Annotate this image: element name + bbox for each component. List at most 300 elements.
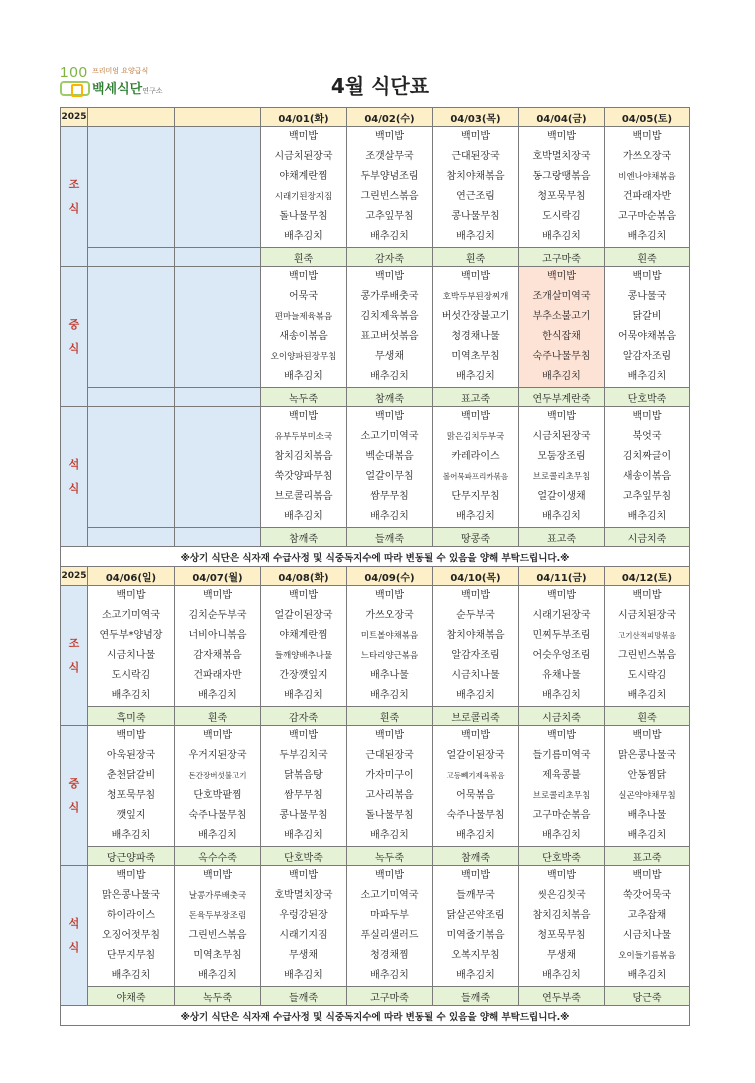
menu-item: 소고기미역국 [360, 431, 419, 442]
porridge-cell: 시금치죽 [519, 707, 605, 726]
brand-logo [60, 64, 163, 100]
menu-item: 푸실리샐러드 [360, 930, 419, 941]
day-menu-cell [433, 267, 519, 388]
porridge-row [61, 388, 690, 407]
menu-item: 배추김치 [456, 690, 495, 701]
menu-item: 배추김치 [284, 690, 323, 701]
page-title: 4월 식단표 [330, 74, 430, 98]
menu-item: 참치야채볶음 [446, 171, 505, 182]
menu-item: 근대된장국 [451, 151, 500, 162]
menu-item: 마파두부 [370, 910, 409, 921]
menu-item: 오복지무침 [451, 950, 500, 961]
menu-item: 어묵야채볶음 [618, 331, 676, 342]
menu-item: 쑥갓어묵국 [622, 890, 672, 901]
menu-item: 순두부국 [456, 610, 495, 621]
menu-item: 고추잎무침 [365, 211, 414, 222]
menu-item: 제육콩불 [542, 770, 581, 781]
porridge-cell: 당근죽 [605, 987, 690, 1006]
menu-item: 미역초무침 [451, 351, 500, 362]
menu-item: 무생채 [375, 351, 404, 362]
menu-item: 편마늘제육볶음 [274, 312, 333, 322]
menu-item: 얼갈이된장국 [446, 750, 505, 761]
menu-item: 무생채 [547, 950, 576, 961]
date-header: 04/03(목) [433, 108, 519, 127]
meal-row [61, 586, 690, 707]
notice-row [61, 1006, 690, 1026]
menu-item: 쑥갓양파무침 [274, 471, 333, 482]
porridge-cell: 고구마죽 [347, 987, 433, 1006]
day-menu-cell [88, 726, 175, 847]
menu-item: 시금치된장국 [618, 610, 676, 621]
menu-item: 백미밥 [203, 730, 232, 741]
menu-item: 배추김치 [627, 830, 667, 841]
logo-sub: 연구소 [142, 87, 163, 95]
day-menu-cell [261, 127, 347, 248]
day-menu-cell [605, 127, 690, 248]
day-menu-cell [175, 866, 261, 987]
menu-item: 백미밥 [289, 730, 318, 741]
menu-item: 시금치나물 [451, 670, 500, 681]
menu-item: 고추잡채 [627, 910, 667, 921]
porridge-row [61, 847, 690, 866]
menu-item: 어슷우엉조림 [532, 650, 591, 661]
menu-item: 백미밥 [289, 131, 318, 142]
menu-item: 고사리볶음 [365, 790, 414, 801]
menu-item: 배추김치 [284, 371, 323, 382]
menu-item: 백미밥 [289, 411, 318, 422]
menu-item: 간장깻잎지 [279, 670, 328, 681]
day-menu-cell [519, 267, 605, 388]
menu-item: 브로콜리초무침 [532, 472, 591, 482]
menu-item: 북엇국 [632, 431, 662, 442]
menu-item: 백미밥 [116, 870, 146, 881]
menu-item: 배추김치 [456, 970, 495, 981]
blank-cell [175, 248, 261, 267]
menu-item: 고구마순볶음 [618, 211, 676, 222]
menu-item: 배추김치 [370, 830, 409, 841]
menu-item: 근대된장국 [365, 750, 414, 761]
porridge-row [61, 248, 690, 267]
day-menu-cell [519, 586, 605, 707]
menu-item: 오징어젓무침 [102, 930, 160, 941]
date-header: 04/01(화) [261, 108, 347, 127]
meal-label: 석 식 [61, 407, 88, 547]
blank-cell [88, 127, 175, 248]
porridge-cell: 흰죽 [433, 248, 519, 267]
menu-item: 배추김치 [542, 830, 581, 841]
menu-item: 콩나물무침 [451, 211, 500, 222]
menu-item: 참치야채볶음 [446, 630, 505, 641]
menu-item: 청포묵무침 [537, 930, 586, 941]
menu-item: 아욱된장국 [106, 750, 156, 761]
porridge-cell: 단호박죽 [261, 847, 347, 866]
date-header: 04/09(수) [347, 567, 433, 586]
porridge-cell: 녹두죽 [261, 388, 347, 407]
porridge-cell: 녹두죽 [175, 987, 261, 1006]
meal-label: 조 식 [61, 586, 88, 726]
day-menu-cell [347, 267, 433, 388]
menu-item: 배추김치 [627, 970, 667, 981]
menu-item: 맑은콩나물국 [618, 750, 676, 761]
notice-text: ※상기 식단은 식자재 수급사정 및 식중독지수에 따라 변동될 수 있음을 양해 부탁드립니다.※ [61, 1006, 690, 1026]
menu-item: 백미밥 [375, 131, 404, 142]
menu-item: 닭살곤약조림 [446, 910, 505, 921]
menu-item: 그린빈스볶음 [360, 191, 419, 202]
blank-cell [175, 407, 261, 528]
menu-item: 너비아니볶음 [188, 630, 247, 641]
day-menu-cell [605, 267, 690, 388]
menu-item: 동그랑땡볶음 [532, 171, 591, 182]
day-menu-cell [605, 726, 690, 847]
menu-item: 유부두부미소국 [274, 432, 333, 442]
menu-item: 시래기된장지짐 [274, 192, 333, 202]
menu-item: 백미밥 [375, 590, 404, 601]
menu-item: 쌈무무침 [370, 491, 409, 502]
day-menu-cell [175, 586, 261, 707]
menu-item: 오이들기름볶음 [618, 951, 676, 961]
porridge-row [61, 528, 690, 547]
menu-item: 백미밥 [375, 411, 404, 422]
meal-row [61, 127, 690, 248]
menu-item: 닭볶음탕 [284, 770, 323, 781]
menu-item: 백미밥 [632, 730, 662, 741]
date-header: 04/10(목) [433, 567, 519, 586]
date-header: 04/06(일) [88, 567, 175, 586]
menu-item: 배추나물 [370, 670, 409, 681]
menu-item: 배추김치 [542, 970, 581, 981]
menu-table [60, 107, 690, 1026]
menu-item: 볼어묵파프리카볶음 [442, 472, 509, 481]
menu-item: 민찌두부조림 [532, 630, 591, 641]
menu-item: 도시락김 [627, 670, 667, 681]
menu-item: 가자미구이 [365, 770, 414, 781]
menu-item: 쌈무무침 [284, 790, 323, 801]
menu-item: 숙주나물무침 [446, 810, 505, 821]
menu-item: 연근조림 [456, 191, 495, 202]
menu-item: 가쓰오장국 [365, 610, 414, 621]
date-header: 04/02(수) [347, 108, 433, 127]
day-menu-cell [261, 726, 347, 847]
menu-item: 백미밥 [547, 271, 576, 282]
menu-item: 배추김치 [456, 231, 495, 242]
menu-item: 들기름미역국 [532, 750, 591, 761]
menu-item: 청포묵무침 [106, 790, 156, 801]
day-menu-cell [433, 127, 519, 248]
menu-item: 백미밥 [289, 590, 318, 601]
day-menu-cell [519, 866, 605, 987]
menu-item: 배추김치 [627, 371, 667, 382]
day-menu-cell [605, 586, 690, 707]
menu-item: 백미밥 [116, 590, 146, 601]
porridge-cell: 연두부계란죽 [519, 388, 605, 407]
porridge-cell: 브로콜리죽 [433, 707, 519, 726]
menu-item: 하이라이스 [106, 910, 156, 921]
menu-item: 비엔나야채볶음 [618, 172, 676, 182]
menu-item: 백미밥 [375, 271, 404, 282]
menu-item: 춘천닭갈비 [106, 770, 156, 781]
menu-item: 깻잎지 [116, 810, 146, 821]
menu-item: 백미밥 [116, 730, 146, 741]
menu-item: 건파래자반 [622, 191, 672, 202]
header-blank-cell [88, 108, 175, 127]
menu-item: 어묵국 [289, 291, 318, 302]
porridge-cell: 흰죽 [347, 707, 433, 726]
logo-number: 100 [60, 64, 89, 81]
meal-row [61, 407, 690, 528]
porridge-cell: 단호박죽 [605, 388, 690, 407]
date-header: 04/11(금) [519, 567, 605, 586]
menu-item: 배추김치 [370, 511, 409, 522]
meal-label: 중 식 [61, 726, 88, 866]
porridge-cell: 들깨죽 [261, 987, 347, 1006]
menu-item: 미역줄기볶음 [446, 930, 505, 941]
menu-item: 얼갈이무침 [365, 471, 414, 482]
menu-item: 배추김치 [198, 970, 237, 981]
blank-cell [88, 407, 175, 528]
porridge-cell: 들깨죽 [433, 987, 519, 1006]
menu-item: 백미밥 [375, 870, 404, 881]
menu-item: 숙주나물무침 [532, 351, 591, 362]
day-menu-cell [261, 866, 347, 987]
menu-item: 고구마순볶음 [532, 810, 591, 821]
porridge-row [61, 987, 690, 1006]
menu-item: 배추김치 [542, 511, 581, 522]
menu-item: 맑은콩나물국 [102, 890, 160, 901]
menu-item: 백미밥 [632, 590, 662, 601]
logo-mark-icon [60, 81, 90, 96]
menu-item: 돌나물무침 [279, 211, 328, 222]
meal-label: 조 식 [61, 127, 88, 267]
menu-item: 배추김치 [542, 690, 581, 701]
menu-item: 단무지무침 [451, 491, 500, 502]
menu-item: 도시락김 [111, 670, 151, 681]
menu-item: 배추김치 [370, 371, 409, 382]
menu-item: 안동찜닭 [627, 770, 667, 781]
menu-item: 배추김치 [542, 231, 581, 242]
meal-label: 석 식 [61, 866, 88, 1006]
menu-item: 닭갈비 [632, 311, 662, 322]
year-cell: 2025 [61, 567, 88, 586]
menu-item: 그린빈스볶음 [188, 930, 247, 941]
blank-cell [88, 248, 175, 267]
blank-cell [88, 528, 175, 547]
menu-item: 야채계란찜 [279, 171, 328, 182]
menu-item: 배추김치 [284, 970, 323, 981]
menu-item: 청포묵무침 [537, 191, 586, 202]
menu-item: 배추김치 [627, 231, 667, 242]
menu-item: 백미밥 [547, 870, 576, 881]
menu-item: 호박멸치장국 [532, 151, 591, 162]
date-header: 04/04(금) [519, 108, 605, 127]
menu-item: 브로콜리초무침 [532, 791, 591, 801]
porridge-cell: 표고죽 [605, 847, 690, 866]
menu-item: 배추김치 [370, 970, 409, 981]
menu-item: 들깨양배추나물 [274, 651, 333, 661]
menu-item: 우거지된장국 [188, 750, 247, 761]
menu-item: 얼갈이생채 [537, 491, 586, 502]
menu-item: 콩나물무침 [279, 810, 328, 821]
porridge-cell: 옥수수죽 [175, 847, 261, 866]
day-menu-cell [88, 586, 175, 707]
menu-item: 백미밥 [461, 131, 490, 142]
blank-cell [175, 267, 261, 388]
menu-item: 시금치나물 [622, 930, 672, 941]
logo-name [92, 78, 163, 97]
menu-item: 모둠장조림 [537, 451, 586, 462]
menu-item: 브로콜리볶음 [274, 491, 333, 502]
porridge-cell: 당근양파죽 [88, 847, 175, 866]
week-header-row [61, 567, 690, 586]
week-header-row [61, 108, 690, 127]
menu-item: 배추김치 [627, 690, 667, 701]
menu-item: 배추김치 [370, 231, 409, 242]
menu-item: 새송이볶음 [622, 471, 672, 482]
menu-item: 청경채찜 [370, 950, 409, 961]
blank-cell [88, 388, 175, 407]
day-menu-cell [347, 407, 433, 528]
menu-item: 알감자조림 [622, 351, 672, 362]
menu-item: 소고기미역국 [102, 610, 160, 621]
menu-item: 김치제육볶음 [360, 311, 419, 322]
day-menu-cell [519, 407, 605, 528]
menu-item: 어묵볶음 [456, 790, 495, 801]
menu-item: 백미밥 [632, 131, 662, 142]
menu-item: 백미밥 [547, 590, 576, 601]
menu-item: 백미밥 [461, 590, 490, 601]
porridge-row [61, 707, 690, 726]
menu-item: 백미밥 [632, 271, 662, 282]
menu-item: 청경채나물 [451, 331, 500, 342]
menu-item: 시래기지짐 [279, 930, 328, 941]
porridge-cell: 표고죽 [433, 388, 519, 407]
porridge-cell: 땅콩죽 [433, 528, 519, 547]
day-menu-cell [261, 407, 347, 528]
menu-item: 두부김치국 [279, 750, 328, 761]
menu-item: 숙주나물무침 [188, 810, 247, 821]
menu-item: 표고버섯볶음 [360, 331, 419, 342]
notice-text: ※상기 식단은 식자재 수급사정 및 식중독지수에 따라 변동될 수 있음을 양해 부탁드립니다.※ [61, 547, 690, 567]
menu-item: 백미밥 [632, 870, 662, 881]
porridge-cell: 단호박죽 [519, 847, 605, 866]
menu-item: 콩가루배춧국 [360, 291, 419, 302]
menu-item: 배추나물 [627, 810, 667, 821]
day-menu-cell [261, 267, 347, 388]
day-menu-cell [519, 127, 605, 248]
porridge-cell: 녹두죽 [347, 847, 433, 866]
porridge-cell: 야채죽 [88, 987, 175, 1006]
menu-item: 시금치된장국 [532, 431, 591, 442]
day-menu-cell [175, 726, 261, 847]
menu-item: 소고기미역국 [360, 890, 419, 901]
day-menu-cell [88, 866, 175, 987]
day-menu-cell [433, 407, 519, 528]
menu-item: 백미밥 [461, 730, 490, 741]
menu-item: 배추김치 [370, 690, 409, 701]
menu-item: 배추김치 [284, 830, 323, 841]
menu-item: 미역초무침 [193, 950, 242, 961]
menu-item: 느타리양근볶음 [360, 651, 419, 661]
menu-item: 백미밥 [461, 411, 490, 422]
porridge-cell: 흰죽 [175, 707, 261, 726]
notice-row [61, 547, 690, 567]
menu-item: 알감자조림 [451, 650, 500, 661]
menu-item: 배추김치 [456, 511, 495, 522]
porridge-cell: 연두부죽 [519, 987, 605, 1006]
day-menu-cell [347, 127, 433, 248]
date-header: 04/07(월) [175, 567, 261, 586]
menu-item: 시금치나물 [106, 650, 156, 661]
day-menu-cell [347, 726, 433, 847]
blank-cell [175, 127, 261, 248]
porridge-cell: 들깨죽 [347, 528, 433, 547]
menu-item: 호박두부된장찌개 [442, 292, 509, 302]
menu-item: 백미밥 [547, 411, 576, 422]
menu-item: 버섯간장불고기 [441, 311, 510, 322]
blank-cell [175, 388, 261, 407]
menu-item: 호박멸치장국 [274, 890, 333, 901]
meal-label: 중 식 [61, 267, 88, 407]
menu-item: 백미밥 [289, 271, 318, 282]
meal-row [61, 726, 690, 847]
porridge-cell: 흰죽 [605, 248, 690, 267]
menu-item: 배추김치 [198, 830, 237, 841]
menu-item: 백미밥 [461, 870, 490, 881]
menu-item: 콩나물국 [627, 291, 667, 302]
porridge-cell: 흰죽 [605, 707, 690, 726]
menu-item: 무생채 [289, 950, 318, 961]
menu-item: 백미밥 [289, 870, 318, 881]
porridge-cell: 고구마죽 [519, 248, 605, 267]
menu-item: 조갯살무국 [365, 151, 414, 162]
date-header: 04/12(토) [605, 567, 690, 586]
menu-item: 연두부*양념장 [99, 630, 163, 641]
menu-item: 배추김치 [627, 511, 667, 522]
porridge-cell: 표고죽 [519, 528, 605, 547]
day-menu-cell [605, 407, 690, 528]
menu-item: 배추김치 [284, 231, 323, 242]
menu-item: 김치짜글이 [622, 451, 672, 462]
menu-item: 단호박팥찜 [193, 790, 242, 801]
menu-item: 배추김치 [111, 970, 151, 981]
blank-cell [175, 528, 261, 547]
day-menu-cell [605, 866, 690, 987]
menu-item: 돈간장버섯불고기 [188, 771, 247, 780]
date-header: 04/05(토) [605, 108, 690, 127]
menu-item: 고추잎무침 [622, 491, 672, 502]
menu-item: 백미밥 [461, 271, 490, 282]
day-menu-cell [347, 586, 433, 707]
menu-item: 도시락김 [542, 211, 581, 222]
menu-item: 배추김치 [284, 511, 323, 522]
menu-item: 가쓰오장국 [622, 151, 672, 162]
menu-item: 들깨무국 [456, 890, 495, 901]
menu-item: 백미밥 [547, 131, 576, 142]
day-menu-cell [433, 726, 519, 847]
menu-item: 그린빈스볶음 [618, 650, 676, 661]
menu-item: 부추소불고기 [532, 311, 591, 322]
day-menu-cell [519, 726, 605, 847]
day-menu-cell [347, 866, 433, 987]
menu-item: 돈육두부장조림 [188, 911, 247, 921]
menu-item: 맑은김치두부국 [446, 432, 505, 442]
menu-item: 얼갈이된장국 [274, 610, 333, 621]
menu-item: 배추김치 [456, 830, 495, 841]
meal-row [61, 866, 690, 987]
logo-name-text: 백세식단 [92, 82, 143, 97]
date-header: 04/08(화) [261, 567, 347, 586]
porridge-cell: 참깨죽 [433, 847, 519, 866]
menu-item: 실곤약야채무침 [618, 791, 676, 801]
